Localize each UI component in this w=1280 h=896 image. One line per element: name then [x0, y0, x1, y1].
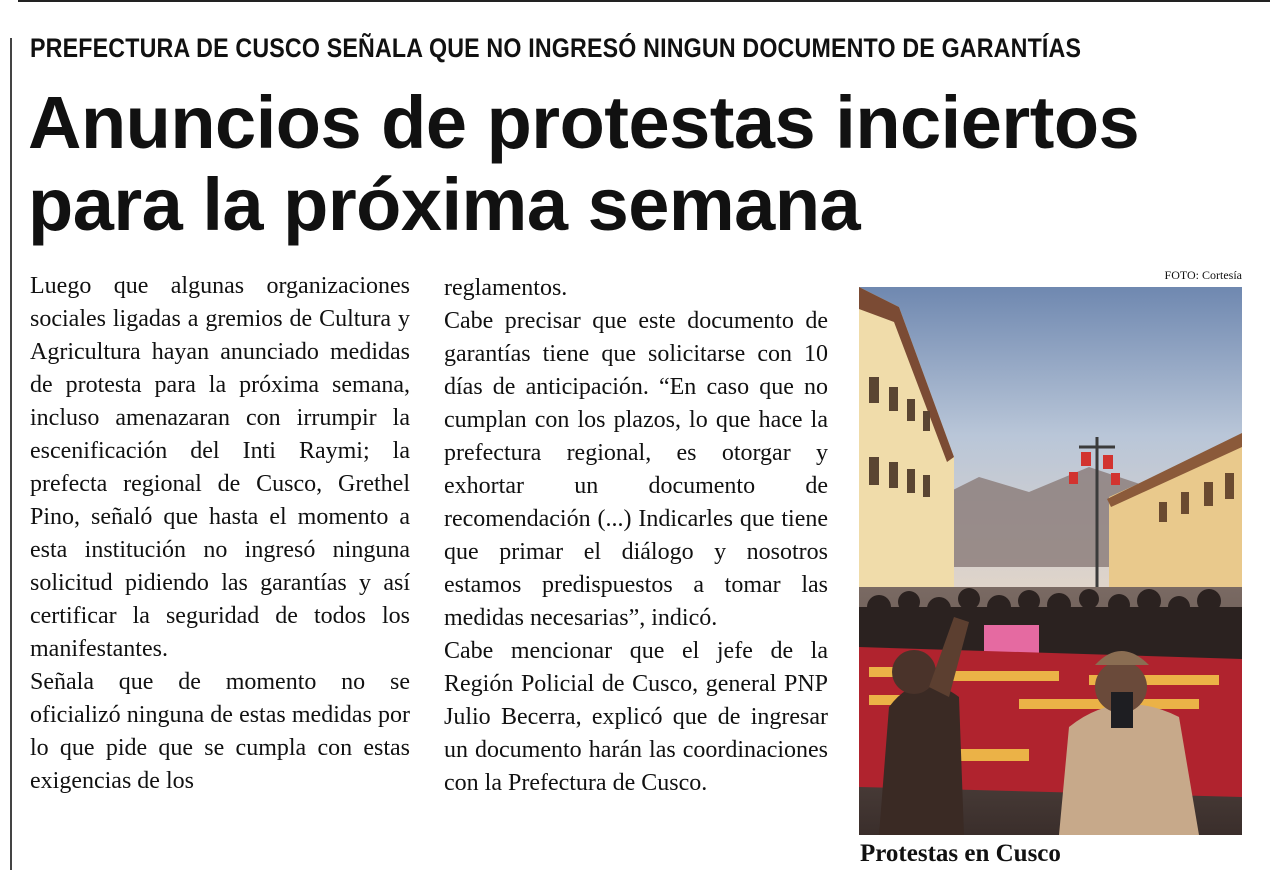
column1-paragraph-2: Señala que de momento no se oficializó ninguna de estas medidas por lo que pide que se cumpla con estas exigencias de los — [30, 669, 410, 794]
headline-line-2: para la próxima semana — [28, 163, 861, 246]
column2-paragraph-3: Cabe mencionar que el jefe de la Región Policial de Cusco, general PNP Julio Becerra, explicó que de ingresar un documento harán las coordinaciones con la Prefectura de Cusco. — [444, 638, 828, 796]
photo-caption: Protestas en Cusco — [860, 840, 1061, 867]
article-kicker: PREFECTURA DE CUSCO SEÑALA QUE NO INGRESÓ NINGUN DOCUMENTO DE GARANTÍAS — [30, 33, 1082, 63]
photo-credit: FOTO: Cortesía — [1164, 268, 1242, 282]
top-rule — [18, 0, 1270, 2]
pink-sign — [984, 625, 1039, 655]
article-column-2 — [444, 272, 828, 800]
article-headline — [28, 82, 1258, 246]
protest-photo-illustration — [859, 287, 1242, 835]
article-column-1 — [30, 270, 410, 798]
protest-photo — [859, 287, 1242, 835]
headline-line-1: Anuncios de protestas inciertos — [28, 81, 1140, 164]
column2-paragraph-2: Cabe precisar que este documento de garantías tiene que solicitarse con 10 días de anticipación. “En caso que no cumplan con los plazos, lo que hace la prefectura regional, es otorgar y exhortar un documento de recomendación (...) Indicarles que tiene que primar el diálogo y nosotros estamos predispuestos a tomar las medidas necesarias”, indicó. — [444, 308, 828, 631]
column1-paragraph-1: Luego que algunas organizaciones sociales ligadas a gremios de Cultura y Agricultura hayan anunciado medidas de protesta para la próxima semana, incluso amenazaran con irrumpir la escenificación del Inti Raymi; la prefecta regional de Cusco, Grethel Pino, señaló que hasta el momento a esta institución no ingresó ninguna solicitud pidiendo las garantías y así certificar la seguridad de todos los manifestantes. — [30, 273, 410, 662]
left-rule — [10, 38, 12, 870]
column2-paragraph-1: reglamentos. — [444, 275, 568, 301]
